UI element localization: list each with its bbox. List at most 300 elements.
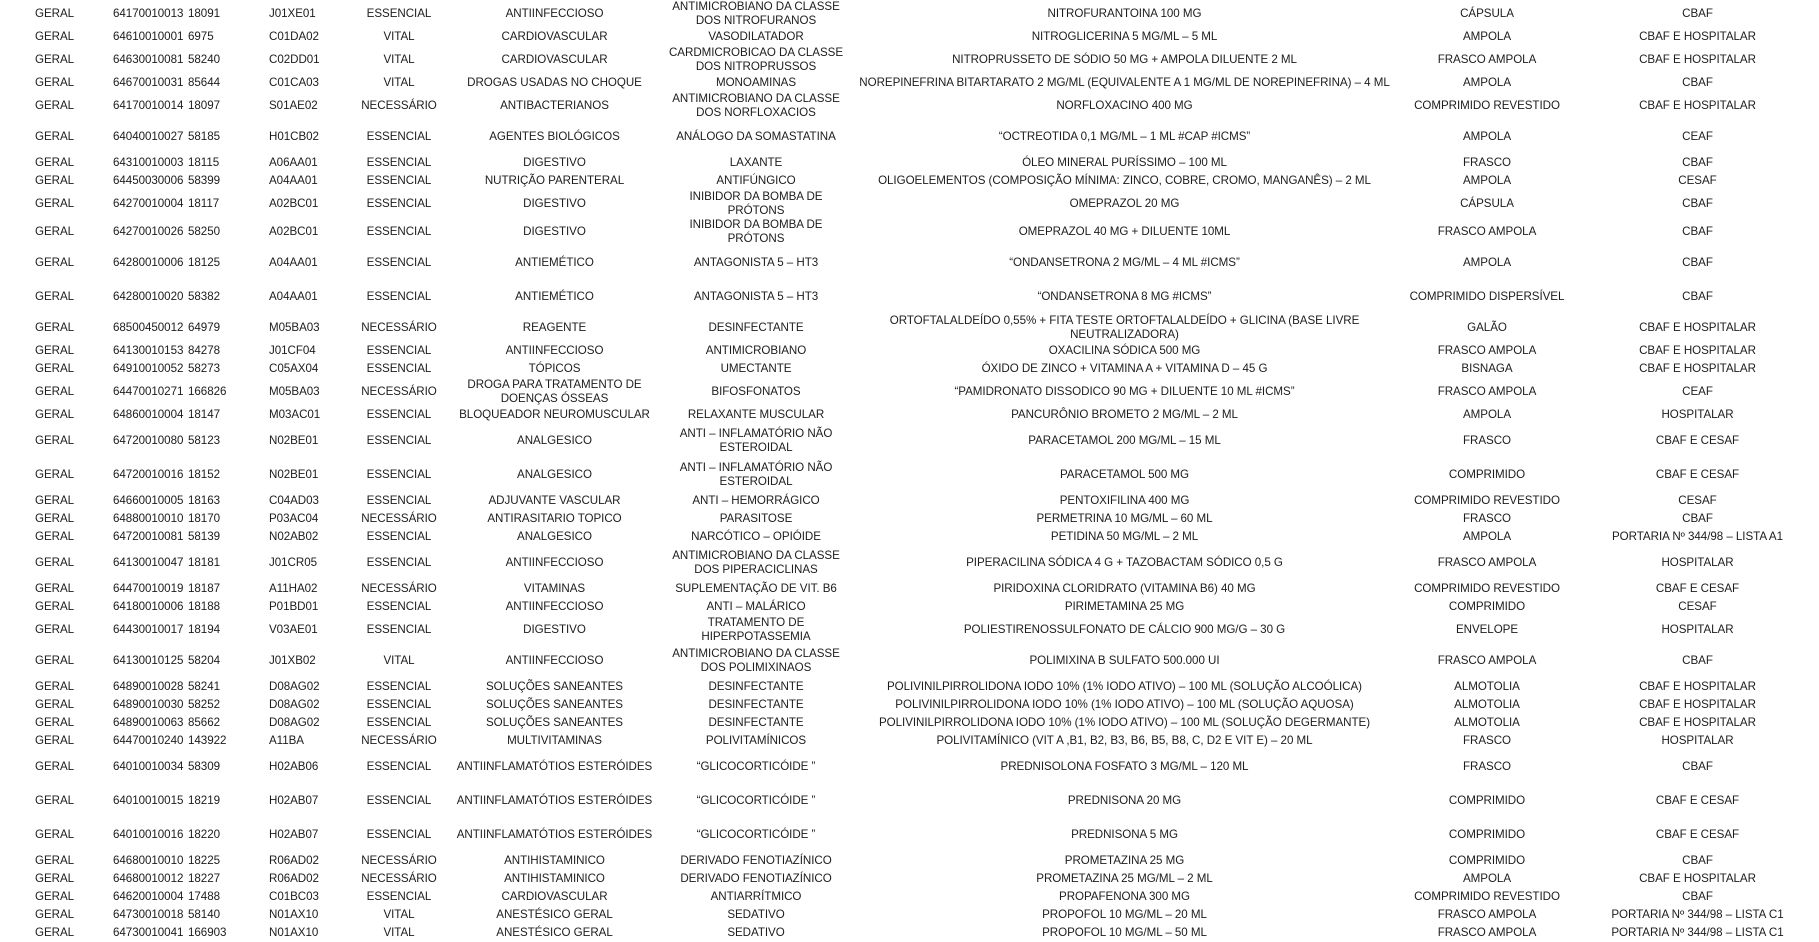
presentation-cell: FRASCO AMPOLA xyxy=(1437,556,1537,569)
scope-cell: GERAL xyxy=(35,494,75,507)
classification-cell: ESSENCIAL xyxy=(366,197,432,210)
table-row xyxy=(0,74,1819,92)
code-cell: 64280010020 xyxy=(113,290,184,303)
atc-code-cell: J01CR05 xyxy=(269,556,317,569)
classification-cell: VITAL xyxy=(383,76,415,89)
pharmacological-class-cell: ANTI – INFLAMATÓRIO NÃO ESTEROIDAL xyxy=(679,461,833,488)
classification-cell: NECESSÁRIO xyxy=(361,512,437,525)
medication-description-cell: PROMETAZINA 25 MG xyxy=(1064,854,1185,867)
scope-cell: GERAL xyxy=(35,7,75,20)
scope-cell: GERAL xyxy=(35,99,75,112)
pharmacological-class-cell: DESINFECTANTE xyxy=(708,698,804,711)
medication-description-cell: PERMETRINA 10 MG/ML – 60 ML xyxy=(1036,512,1213,525)
table-row xyxy=(0,714,1819,732)
atc-code-cell: D08AG02 xyxy=(269,698,320,711)
item-number-cell: 18097 xyxy=(188,99,220,112)
pharmacological-class-cell: INIBIDOR DA BOMBA DE PRÓTONS xyxy=(689,190,823,217)
scope-cell: GERAL xyxy=(35,654,75,667)
item-number-cell: 58240 xyxy=(188,53,220,66)
item-number-cell: 18220 xyxy=(188,828,220,841)
table-row xyxy=(0,190,1819,218)
presentation-cell: FRASCO xyxy=(1462,512,1511,525)
pharmacological-class-cell: ANÁLOGO DA SOMASTATINA xyxy=(676,130,836,143)
item-number-cell: 85644 xyxy=(188,76,220,89)
table-row xyxy=(0,888,1819,906)
classification-cell: ESSENCIAL xyxy=(366,556,432,569)
atc-code-cell: H02AB07 xyxy=(269,794,319,807)
atc-code-cell: V03AE01 xyxy=(269,623,318,636)
pharmacological-class-cell: “GLICOCORTICÓIDE ” xyxy=(696,828,816,841)
pharmacological-class-cell: ANTI – MALÁRICO xyxy=(706,600,806,613)
item-number-cell: 18147 xyxy=(188,408,220,421)
pharmacological-class-cell: POLIVITAMÍNICOS xyxy=(705,734,807,747)
scope-cell: GERAL xyxy=(35,512,75,525)
scope-cell: GERAL xyxy=(35,174,75,187)
atc-code-cell: C01BC03 xyxy=(269,890,319,903)
code-cell: 64010010016 xyxy=(113,828,184,841)
table-row xyxy=(0,784,1819,818)
presentation-cell: AMPOLA xyxy=(1462,256,1512,269)
atc-code-cell: C04AD03 xyxy=(269,494,319,507)
pharmacological-class-cell: SUPLEMENTAÇÃO DE VIT. B6 xyxy=(675,582,837,595)
code-cell: 64730010018 xyxy=(113,908,184,921)
atc-code-cell: C02DD01 xyxy=(269,53,320,66)
component-cell: CBAF xyxy=(1682,854,1713,867)
table-row xyxy=(0,280,1819,314)
scope-cell: GERAL xyxy=(35,76,75,89)
scope-cell: GERAL xyxy=(35,130,75,143)
classification-cell: VITAL xyxy=(383,53,415,66)
item-number-cell: 18115 xyxy=(188,156,220,169)
therapeutic-group-cell: ANALGESICO xyxy=(517,530,592,543)
scope-cell: GERAL xyxy=(35,256,75,269)
atc-code-cell: C01CA03 xyxy=(269,76,319,89)
table-row xyxy=(0,342,1819,360)
pharmacological-class-cell: CARDMICROBICAO DA CLASSE DOS NITROPRUSSOS xyxy=(668,46,844,73)
component-cell: CBAF E HOSPITALAR xyxy=(1639,30,1756,43)
code-cell: 64010010034 xyxy=(113,760,184,773)
table-row xyxy=(0,852,1819,870)
component-cell: CBAF E HOSPITALAR xyxy=(1639,716,1756,729)
component-cell: CESAF xyxy=(1678,600,1717,613)
pharmacological-class-cell: SEDATIVO xyxy=(727,908,785,921)
atc-code-cell: R06AD02 xyxy=(269,854,319,867)
therapeutic-group-cell: ANTIINFECCIOSO xyxy=(505,600,604,613)
classification-cell: ESSENCIAL xyxy=(366,600,432,613)
component-cell: HOSPITALAR xyxy=(1661,623,1734,636)
code-cell: 64170010014 xyxy=(113,99,184,112)
medication-description-cell: PANCURÔNIO BROMETO 2 MG/ML – 2 ML xyxy=(1011,408,1238,421)
presentation-cell: FRASCO AMPOLA xyxy=(1437,654,1537,667)
component-cell: CBAF E CESAF xyxy=(1655,828,1740,841)
scope-cell: GERAL xyxy=(35,600,75,613)
item-number-cell: 58309 xyxy=(188,760,220,773)
code-cell: 64270010026 xyxy=(113,225,184,238)
component-cell: CBAF E CESAF xyxy=(1655,468,1740,481)
therapeutic-group-cell: ANTIINFLAMATÓTIOS ESTERÓIDES xyxy=(456,828,653,841)
classification-cell: VITAL xyxy=(383,30,415,43)
atc-code-cell: N01AX10 xyxy=(269,926,319,939)
classification-cell: NECESSÁRIO xyxy=(361,734,437,747)
medication-description-cell: PARACETAMOL 500 MG xyxy=(1059,468,1190,481)
medication-description-cell: “ONDANSETRONA 2 MG/ML – 4 ML #ICMS” xyxy=(1009,256,1240,269)
classification-cell: ESSENCIAL xyxy=(366,256,432,269)
classification-cell: NECESSÁRIO xyxy=(361,385,437,398)
presentation-cell: CÁPSULA xyxy=(1460,7,1514,20)
medication-description-cell: POLIMIXINA B SULFATO 500.000 UI xyxy=(1029,654,1220,667)
code-cell: 64620010004 xyxy=(113,890,184,903)
pharmacological-class-cell: ANTIMICROBIANO DA CLASSE DOS POLIMIXINAOS xyxy=(672,647,840,674)
classification-cell: NECESSÁRIO xyxy=(361,854,437,867)
item-number-cell: 58204 xyxy=(188,654,220,667)
atc-code-cell: C01DA02 xyxy=(269,30,319,43)
medication-description-cell: “OCTREOTIDA 0,1 MG/ML – 1 ML #CAP #ICMS” xyxy=(998,130,1251,143)
code-cell: 64860010004 xyxy=(113,408,184,421)
presentation-cell: AMPOLA xyxy=(1462,174,1512,187)
therapeutic-group-cell: DROGAS USADAS NO CHOQUE xyxy=(467,76,642,89)
atc-code-cell: A04AA01 xyxy=(269,256,318,269)
component-cell: CBAF xyxy=(1682,225,1713,238)
therapeutic-group-cell: TÓPICOS xyxy=(528,362,581,375)
presentation-cell: COMPRIMIDO DISPERSÍVEL xyxy=(1409,290,1565,303)
therapeutic-group-cell: BLOQUEADOR NEUROMUSCULAR xyxy=(459,408,650,421)
medication-description-cell: NITROFURANTOINA 100 MG xyxy=(1047,7,1202,20)
therapeutic-group-cell: ANTIINFECCIOSO xyxy=(505,7,604,20)
scope-cell: GERAL xyxy=(35,362,75,375)
classification-cell: ESSENCIAL xyxy=(366,828,432,841)
medication-description-cell: NITROPRUSSETO DE SÓDIO 50 MG + AMPOLA DILUENTE 2 ML xyxy=(952,53,1297,66)
classification-cell: ESSENCIAL xyxy=(366,156,432,169)
code-cell: 64610010001 xyxy=(113,30,184,43)
scope-cell: GERAL xyxy=(35,698,75,711)
scope-cell: GERAL xyxy=(35,225,75,238)
atc-code-cell: A11HA02 xyxy=(269,582,318,595)
item-number-cell: 58241 xyxy=(188,680,220,693)
component-cell: CBAF xyxy=(1682,654,1713,667)
classification-cell: VITAL xyxy=(383,908,415,921)
code-cell: 64470010240 xyxy=(113,734,184,747)
presentation-cell: COMPRIMIDO xyxy=(1448,600,1526,613)
pharmacological-class-cell: RELAXANTE MUSCULAR xyxy=(687,408,825,421)
therapeutic-group-cell: ANESTÉSICO GERAL xyxy=(496,908,613,921)
component-cell: CBAF E HOSPITALAR xyxy=(1639,53,1756,66)
code-cell: 64660010005 xyxy=(113,494,184,507)
medication-description-cell: ORTOFTALALDEÍDO 0,55% + FITA TESTE ORTOFTALALDEÍDO + GLICINA (BASE LIVRE NEUTRALIZADORA) xyxy=(889,314,1360,341)
therapeutic-group-cell: NUTRIÇÃO PARENTERAL xyxy=(484,174,625,187)
item-number-cell: 18170 xyxy=(188,512,220,525)
pharmacological-class-cell: MONOAMINAS xyxy=(715,76,797,89)
item-number-cell: 58250 xyxy=(188,225,220,238)
pharmacological-class-cell: DESINFECTANTE xyxy=(708,321,804,334)
therapeutic-group-cell: SOLUÇÕES SANEANTES xyxy=(486,698,623,711)
classification-cell: ESSENCIAL xyxy=(366,680,432,693)
item-number-cell: 18163 xyxy=(188,494,220,507)
pharmacological-class-cell: DERIVADO FENOTIAZÍNICO xyxy=(680,872,832,885)
item-number-cell: 85662 xyxy=(188,716,220,729)
code-cell: 64130010125 xyxy=(113,654,184,667)
presentation-cell: COMPRIMIDO REVESTIDO xyxy=(1414,99,1560,112)
table-row xyxy=(0,510,1819,528)
code-cell: 64880010010 xyxy=(113,512,184,525)
atc-code-cell: J01CF04 xyxy=(269,344,316,357)
atc-code-cell: A02BC01 xyxy=(269,225,319,238)
presentation-cell: GALÃO xyxy=(1467,321,1507,334)
pharmacological-class-cell: ANTIFÚNGICO xyxy=(716,174,796,187)
component-cell: CBAF E HOSPITALAR xyxy=(1639,698,1756,711)
pharmacological-class-cell: PARASITOSE xyxy=(719,512,793,525)
item-number-cell: 18181 xyxy=(188,556,220,569)
scope-cell: GERAL xyxy=(35,582,75,595)
presentation-cell: FRASCO xyxy=(1462,156,1511,169)
component-cell: CBAF xyxy=(1682,890,1713,903)
atc-code-cell: A04AA01 xyxy=(269,174,318,187)
medication-description-cell: PROMETAZINA 25 MG/ML – 2 ML xyxy=(1036,872,1213,885)
component-cell: CBAF E CESAF xyxy=(1655,434,1740,447)
classification-cell: ESSENCIAL xyxy=(366,408,432,421)
medication-description-cell: PROPOFOL 10 MG/ML – 20 ML xyxy=(1042,908,1207,921)
pharmacological-class-cell: DESINFECTANTE xyxy=(708,716,804,729)
component-cell: CBAF xyxy=(1682,760,1713,773)
table-row xyxy=(0,616,1819,644)
component-cell: CBAF E HOSPITALAR xyxy=(1639,680,1756,693)
therapeutic-group-cell: REAGENTE xyxy=(522,321,587,334)
code-cell: 64430010017 xyxy=(113,623,184,636)
code-cell: 64130010153 xyxy=(113,344,184,357)
medication-description-cell: PREDNISONA 20 MG xyxy=(1067,794,1182,807)
item-number-cell: 18117 xyxy=(188,197,220,210)
medication-description-cell: OLIGOELEMENTOS (COMPOSIÇÃO MÍNIMA: ZINCO, COBRE, CROMO, MANGANÊS) – 2 ML xyxy=(878,174,1371,187)
table-row xyxy=(0,360,1819,378)
medication-description-cell: POLIVINILPIRROLIDONA IODO 10% (1% IODO ATIVO) – 100 ML (SOLUÇÃO ALCOÓLICA) xyxy=(886,680,1362,693)
presentation-cell: FRASCO xyxy=(1462,734,1511,747)
medication-description-cell: PROPAFENONA 300 MG xyxy=(1059,890,1190,903)
presentation-cell: FRASCO AMPOLA xyxy=(1437,225,1537,238)
presentation-cell: AMPOLA xyxy=(1462,408,1512,421)
presentation-cell: FRASCO AMPOLA xyxy=(1437,926,1537,939)
scope-cell: GERAL xyxy=(35,680,75,693)
code-cell: 64040010027 xyxy=(113,130,184,143)
item-number-cell: 58140 xyxy=(188,908,220,921)
table-row xyxy=(0,46,1819,74)
code-cell: 64450030006 xyxy=(113,174,184,187)
pharmacological-class-cell: DERIVADO FENOTIAZÍNICO xyxy=(680,854,832,867)
scope-cell: GERAL xyxy=(35,623,75,636)
table-row xyxy=(0,92,1819,120)
presentation-cell: ALMOTOLIA xyxy=(1454,680,1520,693)
classification-cell: ESSENCIAL xyxy=(366,623,432,636)
table-row xyxy=(0,696,1819,714)
item-number-cell: 18187 xyxy=(188,582,220,595)
table-row xyxy=(0,644,1819,678)
presentation-cell: ENVELOPE xyxy=(1455,623,1519,636)
therapeutic-group-cell: DROGA PARA TRATAMENTO DE DOENÇAS ÓSSEAS xyxy=(467,378,642,405)
presentation-cell: AMPOLA xyxy=(1462,30,1512,43)
presentation-cell: COMPRIMIDO xyxy=(1448,794,1526,807)
scope-cell: GERAL xyxy=(35,854,75,867)
classification-cell: NECESSÁRIO xyxy=(361,321,437,334)
medication-description-cell: OXACILINA SÓDICA 500 MG xyxy=(1048,344,1201,357)
therapeutic-group-cell: CARDIOVASCULAR xyxy=(501,30,608,43)
code-cell: 64130010047 xyxy=(113,556,184,569)
scope-cell: GERAL xyxy=(35,828,75,841)
item-number-cell: 18194 xyxy=(188,623,220,636)
classification-cell: ESSENCIAL xyxy=(366,530,432,543)
component-cell: CBAF E HOSPITALAR xyxy=(1639,344,1756,357)
table-row xyxy=(0,424,1819,458)
therapeutic-group-cell: DIGESTIVO xyxy=(523,156,586,169)
table-row xyxy=(0,750,1819,784)
scope-cell: GERAL xyxy=(35,197,75,210)
item-number-cell: 18125 xyxy=(188,256,220,269)
therapeutic-group-cell: DIGESTIVO xyxy=(523,225,586,238)
pharmacological-class-cell: ANTIMICROBIANO DA CLASSE DOS PIPERACICLINAS xyxy=(672,549,840,576)
table-row xyxy=(0,0,1819,28)
classification-cell: ESSENCIAL xyxy=(366,716,432,729)
classification-cell: ESSENCIAL xyxy=(366,7,432,20)
pharmacological-class-cell: TRATAMENTO DE HIPERPOTASSEMIA xyxy=(701,616,811,643)
medication-description-cell: PETIDINA 50 MG/ML – 2 ML xyxy=(1050,530,1199,543)
medication-description-cell: OMEPRAZOL 20 MG xyxy=(1069,197,1180,210)
medication-description-cell: NITROGLICERINA 5 MG/ML – 5 ML xyxy=(1031,30,1218,43)
table-row xyxy=(0,678,1819,696)
table-row xyxy=(0,378,1819,406)
code-cell: 64310010003 xyxy=(113,156,184,169)
classification-cell: VITAL xyxy=(383,926,415,939)
pharmacological-class-cell: “GLICOCORTICÓIDE ” xyxy=(696,760,816,773)
therapeutic-group-cell: CARDIOVASCULAR xyxy=(501,890,608,903)
scope-cell: GERAL xyxy=(35,385,75,398)
pharmacological-class-cell: ANTAGONISTA 5 – HT3 xyxy=(693,290,819,303)
scope-cell: GERAL xyxy=(35,926,75,939)
table-row xyxy=(0,314,1819,342)
item-number-cell: 64979 xyxy=(188,321,220,334)
presentation-cell: FRASCO AMPOLA xyxy=(1437,344,1537,357)
therapeutic-group-cell: ANTIINFECCIOSO xyxy=(505,556,604,569)
atc-code-cell: M05BA03 xyxy=(269,321,320,334)
pharmacological-class-cell: ANTIMICROBIANO xyxy=(705,344,807,357)
scope-cell: GERAL xyxy=(35,30,75,43)
classification-cell: ESSENCIAL xyxy=(366,890,432,903)
code-cell: 64670010031 xyxy=(113,76,184,89)
item-number-cell: 84278 xyxy=(188,344,220,357)
table-row xyxy=(0,154,1819,172)
component-cell: HOSPITALAR xyxy=(1661,734,1734,747)
atc-code-cell: M03AC01 xyxy=(269,408,321,421)
component-cell: CBAF E HOSPITALAR xyxy=(1639,362,1756,375)
table-row xyxy=(0,406,1819,424)
presentation-cell: CÁPSULA xyxy=(1460,197,1514,210)
code-cell: 64720010080 xyxy=(113,434,184,447)
presentation-cell: FRASCO AMPOLA xyxy=(1437,385,1537,398)
atc-code-cell: N02BE01 xyxy=(269,468,319,481)
table-row xyxy=(0,28,1819,46)
presentation-cell: BISNAGA xyxy=(1461,362,1513,375)
component-cell: CBAF E CESAF xyxy=(1655,582,1740,595)
table-row xyxy=(0,528,1819,546)
classification-cell: ESSENCIAL xyxy=(366,698,432,711)
pharmacological-class-cell: ANTIARRÍTMICO xyxy=(710,890,802,903)
atc-code-cell: R06AD02 xyxy=(269,872,319,885)
table-row xyxy=(0,870,1819,888)
pharmacological-class-cell: LAXANTE xyxy=(729,156,783,169)
medication-description-cell: PREDNISONA 5 MG xyxy=(1071,828,1178,841)
classification-cell: ESSENCIAL xyxy=(366,362,432,375)
item-number-cell: 18188 xyxy=(188,600,220,613)
item-number-cell: 18227 xyxy=(188,872,220,885)
atc-code-cell: H02AB06 xyxy=(269,760,319,773)
medication-description-cell: POLIVITAMÍNICO (VIT A ,B1, B2, B3, B6, B5, B8, C, D2 E VIT E) – 20 ML xyxy=(936,734,1313,747)
atc-code-cell: A06AA01 xyxy=(269,156,318,169)
medication-description-cell: POLIVINILPIRROLIDONA IODO 10% (1% IODO ATIVO) – 100 ML (SOLUÇÃO DEGERMANTE) xyxy=(878,716,1371,729)
code-cell: 64280010006 xyxy=(113,256,184,269)
medication-description-cell: NOREPINEFRINA BITARTARATO 2 MG/ML (EQUIVALENTE A 1 MG/ML DE NOREPINEFRINA) – 4 ML xyxy=(859,76,1390,89)
scope-cell: GERAL xyxy=(35,890,75,903)
atc-code-cell: P01BD01 xyxy=(269,600,319,613)
scope-cell: GERAL xyxy=(35,716,75,729)
code-cell: 64680010010 xyxy=(113,854,184,867)
atc-code-cell: N01AX10 xyxy=(269,908,319,921)
classification-cell: ESSENCIAL xyxy=(366,225,432,238)
presentation-cell: ALMOTOLIA xyxy=(1454,716,1520,729)
scope-cell: GERAL xyxy=(35,434,75,447)
atc-code-cell: D08AG02 xyxy=(269,716,320,729)
presentation-cell: COMPRIMIDO xyxy=(1448,854,1526,867)
medication-description-cell: OMEPRAZOL 40 MG + DILUENTE 10ML xyxy=(1018,225,1231,238)
presentation-cell: AMPOLA xyxy=(1462,130,1512,143)
therapeutic-group-cell: ANTIHISTAMINICO xyxy=(504,854,605,867)
table-row xyxy=(0,818,1819,852)
atc-code-cell: P03AC04 xyxy=(269,512,319,525)
table-row xyxy=(0,906,1819,924)
presentation-cell: FRASCO xyxy=(1462,434,1511,447)
code-cell: 64890010030 xyxy=(113,698,184,711)
table-row xyxy=(0,246,1819,280)
component-cell: CBAF xyxy=(1682,76,1713,89)
scope-cell: GERAL xyxy=(35,908,75,921)
code-cell: 64180010006 xyxy=(113,600,184,613)
scope-cell: GERAL xyxy=(35,734,75,747)
scope-cell: GERAL xyxy=(35,872,75,885)
medication-description-cell: ÓLEO MINERAL PURÍSSIMO – 100 ML xyxy=(1022,156,1227,169)
therapeutic-group-cell: ANTIHISTAMINICO xyxy=(504,872,605,885)
component-cell: CBAF E HOSPITALAR xyxy=(1639,321,1756,334)
pharmacological-class-cell: ANTI – HEMORRÁGICO xyxy=(692,494,820,507)
atc-code-cell: D08AG02 xyxy=(269,680,320,693)
component-cell: PORTARIA Nº 344/98 – LISTA C1 xyxy=(1611,926,1784,939)
pharmacological-class-cell: DESINFECTANTE xyxy=(708,680,804,693)
atc-code-cell: M05BA03 xyxy=(269,385,320,398)
component-cell: CBAF xyxy=(1682,256,1713,269)
code-cell: 64470010271 xyxy=(113,385,184,398)
atc-code-cell: C05AX04 xyxy=(269,362,319,375)
medication-description-cell: PROPOFOL 10 MG/ML – 50 ML xyxy=(1042,926,1207,939)
presentation-cell: FRASCO AMPOLA xyxy=(1437,908,1537,921)
component-cell: CEAF xyxy=(1682,385,1713,398)
component-cell: CESAF xyxy=(1678,174,1717,187)
component-cell: PORTARIA Nº 344/98 – LISTA A1 xyxy=(1612,530,1783,543)
item-number-cell: 18152 xyxy=(188,468,220,481)
medication-description-cell: ÓXIDO DE ZINCO + VITAMINA A + VITAMINA D – 45 G xyxy=(981,362,1268,375)
table-row xyxy=(0,172,1819,190)
scope-cell: GERAL xyxy=(35,156,75,169)
classification-cell: ESSENCIAL xyxy=(366,494,432,507)
component-cell: PORTARIA Nº 344/98 – LISTA C1 xyxy=(1611,908,1784,921)
code-cell: 68500450012 xyxy=(113,321,184,334)
medication-description-cell: POLIESTIRENOSSULFONATO DE CÁLCIO 900 MG/G – 30 G xyxy=(963,623,1286,636)
component-cell: CESAF xyxy=(1678,494,1717,507)
presentation-cell: AMPOLA xyxy=(1462,872,1512,885)
table-row xyxy=(0,598,1819,616)
